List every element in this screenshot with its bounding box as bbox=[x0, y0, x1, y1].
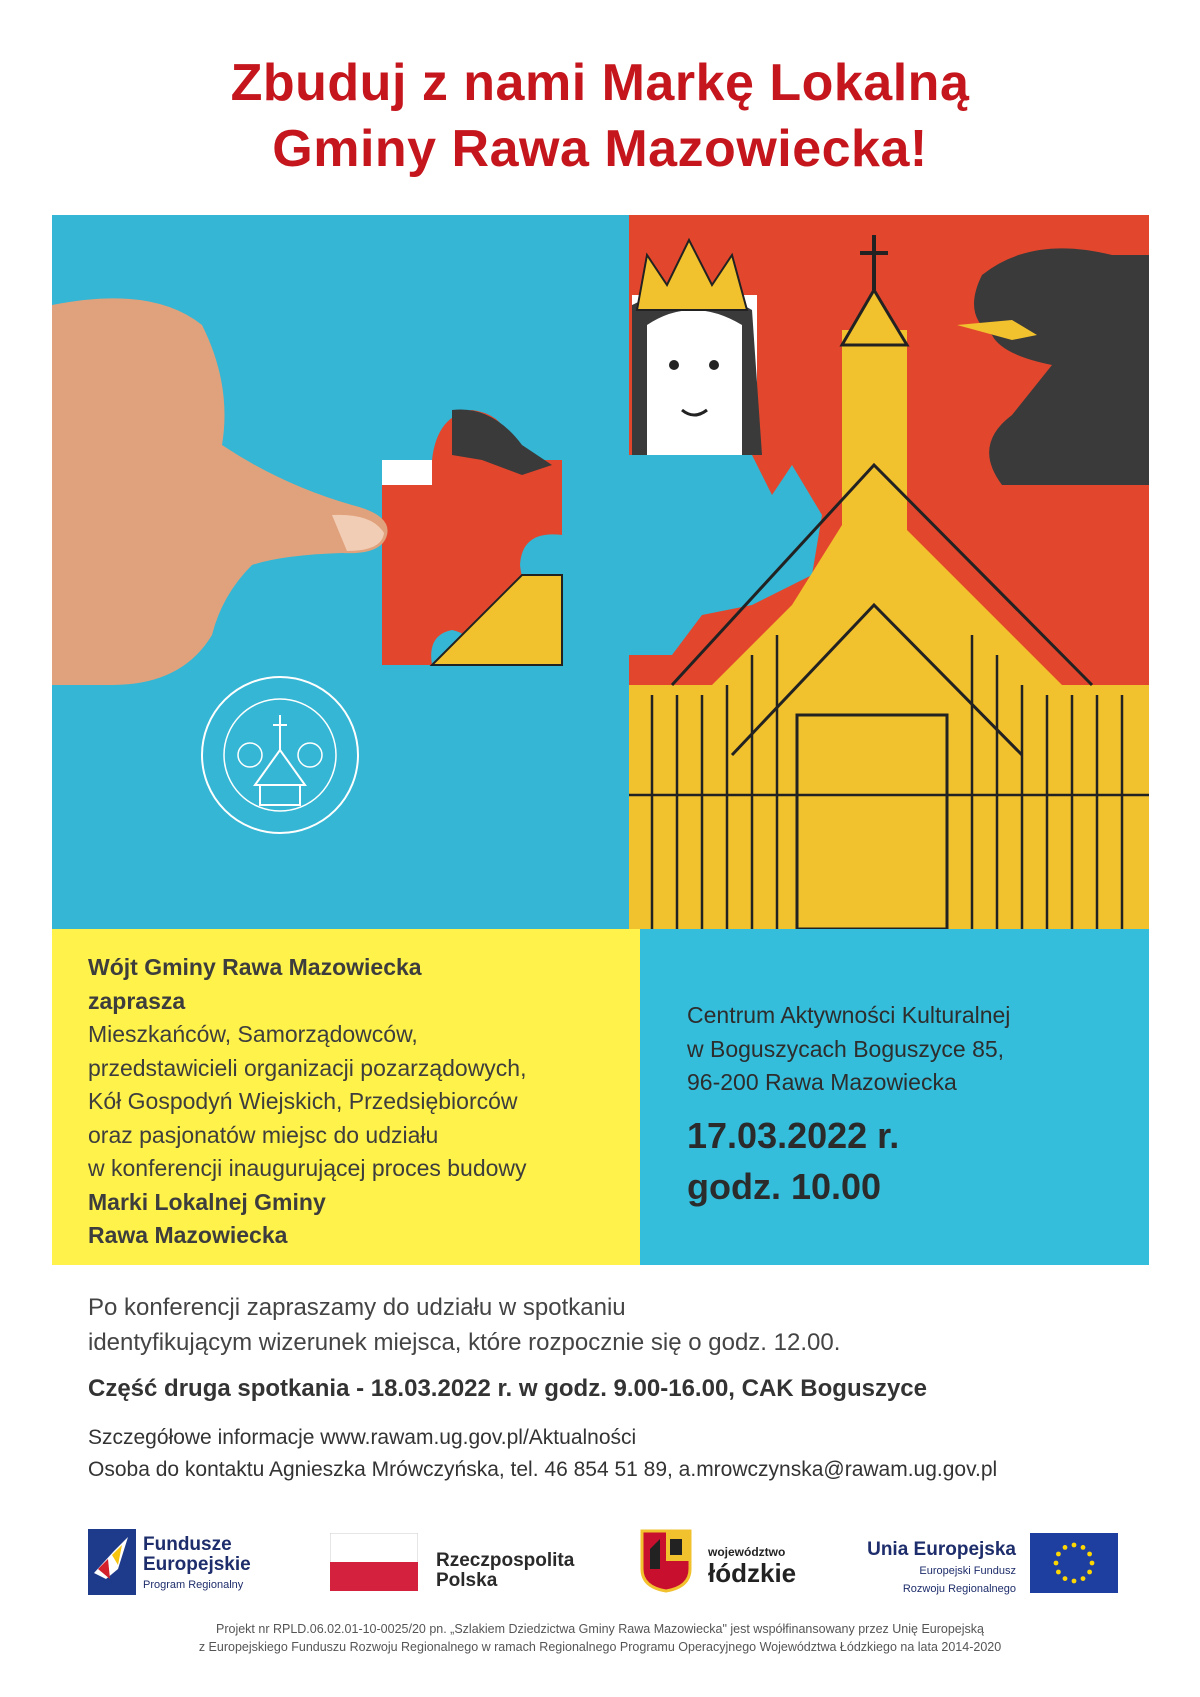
after-text-2: identyfikującym wizerunek miejsca, które rozpocznie się o godz. 12.00. bbox=[88, 1329, 841, 1356]
unia-europejska-label: Unia Europejska Europejski Fundusz Rozwoju Regionalnego bbox=[867, 1539, 1016, 1595]
venue-name: Centrum Aktywności Kulturalnej bbox=[687, 1002, 1011, 1028]
invitation-host: Wójt Gminy Rawa Mazowiecka bbox=[88, 954, 422, 980]
event-time: godz. 10.00 bbox=[687, 1165, 882, 1207]
invitation-text-5: w konferencji inaugurującej proces budowy bbox=[88, 1155, 527, 1181]
puzzle-illustration bbox=[52, 215, 1149, 929]
details-link-text: Szczegółowe informacje www.rawam.ug.gov.pl/Aktualności bbox=[88, 1426, 637, 1449]
lodzkie-coat-of-arms-icon bbox=[640, 1529, 692, 1593]
polish-flag-icon bbox=[330, 1533, 418, 1591]
invitation-brand-2: Rawa Mazowiecka bbox=[88, 1222, 288, 1248]
invitation-text-4: oraz pasjonatów miejsc do udziału bbox=[88, 1121, 439, 1148]
invitation-text-1: Mieszkańców, Samorządowców, bbox=[88, 1021, 418, 1047]
fundusze-europejskie-label: Fundusze Europejskie Program Regionalny bbox=[143, 1534, 251, 1591]
title-line-2: Gminy Rawa Mazowiecka! bbox=[272, 120, 928, 178]
poster-title bbox=[0, 50, 1200, 182]
footer-line-1: Projekt nr RPLD.06.02.01-10-0025/20 pn. „Szlakiem Dziedzictwa Gminy Rawa Mazowiecka" jest współfinansowany przez Unię Europejską bbox=[216, 1622, 984, 1636]
invitation-text-2: przedstawicieli organizacji pozarządowych, bbox=[88, 1054, 527, 1081]
rzeczpospolita-polska-label: Rzeczpospolita Polska bbox=[436, 1550, 575, 1591]
after-text-1: Po konferencji zapraszamy do udziału w spotkaniu bbox=[88, 1294, 626, 1321]
event-date: 17.03.2022 r. bbox=[687, 1114, 900, 1156]
venue-city: 96-200 Rawa Mazowiecka bbox=[687, 1069, 957, 1095]
invitation-panel bbox=[52, 929, 640, 1265]
sponsor-logos bbox=[0, 1523, 1200, 1613]
fundusze-europejskie-icon bbox=[88, 1529, 136, 1595]
invitation-brand-1: Marki Lokalnej Gminy bbox=[88, 1188, 326, 1215]
hand bbox=[52, 298, 388, 685]
invitation-text-3: Kół Gospodyń Wiejskich, Przedsiębiorców bbox=[88, 1088, 518, 1114]
venue-panel bbox=[640, 929, 1149, 1265]
project-funding-note bbox=[0, 1620, 1200, 1656]
footer-line-2: z Europejskiego Funduszu Rozwoju Regionalnego w ramach Regionalnego Programu Operacyjnego Województwa Łódzkiego na lata 2014-2020 bbox=[198, 1640, 1002, 1654]
church-steeple bbox=[842, 330, 907, 530]
title-line-1: Zbuduj z nami Markę Lokalną bbox=[230, 54, 970, 112]
venue-address: w Boguszycach Boguszyce 85, bbox=[687, 1035, 1005, 1062]
puzzle-artwork bbox=[52, 215, 1149, 929]
wojewodztwo-lodzkie-label: województwo łódzkie bbox=[708, 1545, 797, 1588]
second-part-info: Część druga spotkania - 18.03.2022 r. w godz. 9.00-16.00, CAK Boguszyce bbox=[88, 1375, 927, 1402]
after-conference-info bbox=[88, 1290, 1148, 1486]
invitation-verb: zaprasza bbox=[88, 987, 186, 1014]
contact-person: Osoba do kontaktu Agnieszka Mrówczyńska, tel. 46 854 51 89, a.mrowczynska@rawam.ug.gov.pl bbox=[88, 1458, 998, 1481]
eu-flag-icon bbox=[1030, 1533, 1118, 1593]
gmina-seal-logo bbox=[202, 677, 358, 833]
